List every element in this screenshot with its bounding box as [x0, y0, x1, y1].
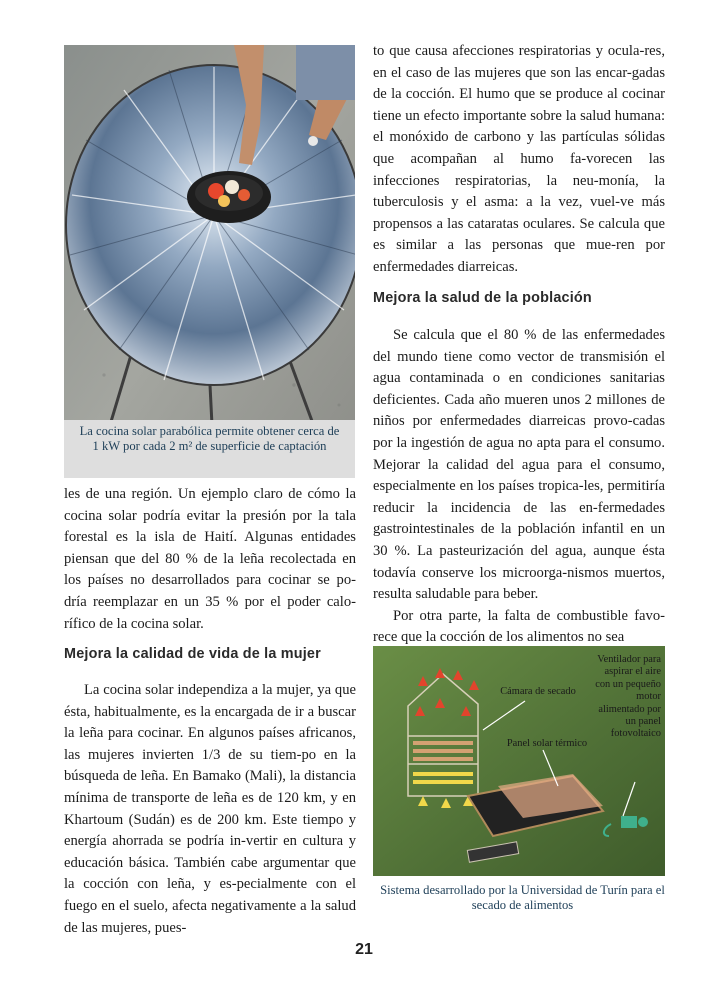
diagram-caption-text: Sistema desarrollado por la Universidad de Turín para el secado de alimentos: [380, 883, 665, 913]
health-section-text: [373, 325, 665, 649]
paragraph-fuel: Por otra parte, la falta de combustible favo-rece que la cocción de los alimentos no sea: [373, 607, 665, 646]
paragraph-haiti: les de una región. Un ejemplo claro de cómo la cocina solar podría evitar la presión por la tala forestal es la isla de Haití. Algunas entidades piensan que del 80 % de la leña recolectada en los países no desarrollados para cocinar se po-dría reemplazar en un 35 % por el poder calo-rífico de la cocina solar.: [64, 486, 356, 632]
paragraph-women: La cocina solar independiza a la mujer, ya que ésta, habitualmente, es la encargada de ir a buscar la leña para cocinar. En algunos países africanos, las mujeres invierten 1/3 de su tiem-po en la búsqueda de leña. En Bamako (Mali), la distancia mínima de transporte de leña es de 120 km, y en Khartoum (Sudán) es de 200 km. Este tiempo y energía ahorrada se podría in-vertir en cultura y educación básica. También cabe argumentar que la cocción con leña, y es-pecialmente con el fuego en el suelo, afecta negativamente a la salud de las mujeres, pues-: [64, 682, 356, 936]
diagram-caption: [380, 883, 665, 914]
label-drying-chamber: Cámara de secado: [500, 686, 576, 697]
photo-caption: [64, 420, 355, 478]
solar-cooker-photo: [64, 45, 355, 478]
photo-caption-text: La cocina solar parabólica permite obtener cerca de 1 kW por cada 2 m² de superficie de captación: [79, 424, 340, 454]
label-fan: Ventilador para aspirar el aire con un pequeño motor alimentado por un panel fotovoltaico: [595, 654, 661, 740]
right-column-top-text: [373, 41, 665, 279]
solar-dryer-diagram: [373, 646, 665, 876]
heading-health: Mejora la salud de la población: [373, 290, 592, 306]
page-number: 21: [355, 941, 373, 958]
paragraph-water: Se calcula que el 80 % de las enfermedades del mundo tiene como vector de transmisión el agua contaminada o en condiciones sanitarias deficientes. Cada año mueren unos 2 millones de niños por enfermedades diarreicas provo-cadas por la ingestión de agua no apta para el consumo. Mejorar la calidad del agua para el consumo, especialmente en los países tropica-les, permitiría reducir la incidencia de las en-fermedades gastrointestinales de la población infantil en un 30 %. La pasteurización del agua, aunque ésta todavía conserve los microorga-nismos muertos, resulta saludable para beber.: [373, 327, 665, 603]
paragraph-respiratory: to que causa afecciones respiratorias y ocula-res, en el caso de las mujeres que son las encar-gadas de la cocción. El humo que se produce al cocinar tiene un efecto importante sobre la salud humana: el monóxido de carbono y las partículas sólidas que acompañan al humo fa-vorecen las infecciones respiratorias, la neu-monía, la tuberculosis y el asma: a la vez, vuel-ve más propensos a las cataratas oculares. Se calcula que es similar a las personas que mue-ren por enfermedades diarreicas.: [373, 43, 665, 275]
solar-cooker-illustration: [64, 45, 355, 478]
heading-women: Mejora la calidad de vida de la mujer: [64, 646, 321, 662]
left-column-mid-text: [64, 484, 356, 635]
women-section-text: [64, 680, 356, 939]
label-solar-panel: Panel solar térmico: [506, 738, 588, 749]
